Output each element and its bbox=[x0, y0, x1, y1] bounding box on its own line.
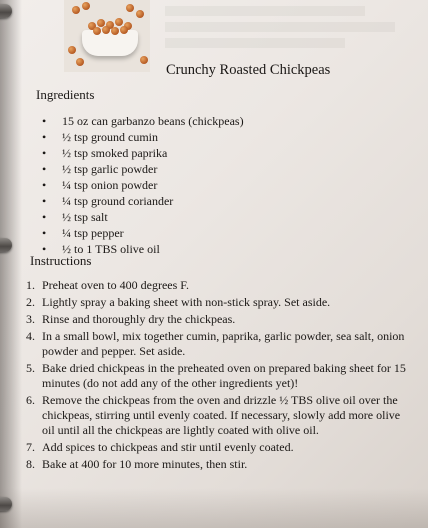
chickpea-dot bbox=[120, 26, 128, 34]
page-bottom-shadow bbox=[0, 488, 428, 528]
chickpea-dot bbox=[111, 27, 119, 35]
list-item bbox=[42, 209, 244, 225]
instructions-list bbox=[26, 278, 406, 474]
bullet-icon: • bbox=[42, 193, 47, 208]
step-text: Lightly spray a baking sheet with non-stick spray. Set aside. bbox=[42, 295, 331, 309]
step-number: 2. bbox=[26, 295, 35, 309]
chickpea-dot bbox=[140, 56, 148, 64]
chickpea-dot bbox=[68, 46, 76, 54]
ingredient-text: ½ tsp smoked paprika bbox=[62, 145, 168, 160]
ingredient-text: ½ tsp ground cumin bbox=[62, 129, 158, 144]
list-item bbox=[42, 225, 244, 241]
bullet-icon: • bbox=[42, 209, 47, 224]
chickpea-dot bbox=[102, 26, 110, 34]
list-item bbox=[26, 440, 406, 455]
recipe-title: Crunchy Roasted Chickpeas bbox=[166, 62, 331, 78]
page-edge-shadow bbox=[0, 0, 22, 528]
bullet-icon: • bbox=[42, 177, 47, 192]
list-item bbox=[42, 145, 244, 161]
step-number: 1. bbox=[26, 278, 35, 292]
ingredient-text: ½ tsp garlic powder bbox=[62, 161, 158, 176]
chickpea-dot bbox=[115, 18, 123, 26]
bullet-icon: • bbox=[42, 145, 47, 160]
list-item bbox=[26, 457, 406, 472]
chickpea-dot bbox=[126, 4, 134, 12]
ingredients-heading: Ingredients bbox=[36, 87, 95, 102]
list-item bbox=[42, 113, 244, 129]
chickpea-dot bbox=[136, 10, 144, 18]
chickpea-dot bbox=[82, 2, 90, 10]
step-text: Rinse and thoroughly dry the chickpeas. bbox=[42, 312, 236, 326]
chickpea-dot bbox=[72, 6, 80, 14]
list-item bbox=[26, 278, 406, 293]
chickpea-dot bbox=[76, 58, 84, 66]
list-item bbox=[42, 129, 244, 145]
ingredients-list bbox=[42, 113, 244, 257]
step-text: Bake dried chickpeas in the preheated oven on prepared baking sheet for 15 minutes (do not add any of the other ingredients yet)! bbox=[42, 361, 406, 390]
list-item bbox=[26, 312, 406, 327]
step-text: Bake at 400 for 10 more minutes, then stir. bbox=[42, 457, 248, 471]
bullet-icon: • bbox=[42, 225, 47, 240]
step-text: Add spices to chickpeas and stir until evenly coated. bbox=[42, 440, 294, 454]
step-text: In a small bowl, mix together cumin, paprika, garlic powder, sea salt, onion powder and pepper. Set aside. bbox=[42, 329, 405, 358]
list-item bbox=[42, 161, 244, 177]
ingredient-text: 15 oz can garbanzo beans (chickpeas) bbox=[62, 113, 244, 128]
ingredient-text: ½ tsp salt bbox=[62, 209, 108, 224]
bowl-shape bbox=[82, 30, 138, 56]
bleed-through-text bbox=[165, 6, 405, 54]
ingredient-text: ¼ tsp onion powder bbox=[62, 177, 158, 192]
list-item bbox=[26, 329, 406, 359]
chickpea-dot bbox=[93, 27, 101, 35]
step-number: 6. bbox=[26, 393, 35, 407]
bullet-icon: • bbox=[42, 241, 47, 256]
step-text: Remove the chickpeas from the oven and drizzle ½ TBS olive oil over the chickpeas, stirring until evenly coated. If necessary, slowly add more olive oil until all the chickpeas are lightly coated with olive oil. bbox=[42, 393, 401, 437]
chickpeas-photo bbox=[64, 0, 150, 72]
ingredient-text: ½ to 1 TBS olive oil bbox=[62, 241, 160, 256]
step-number: 4. bbox=[26, 329, 35, 343]
step-text: Preheat oven to 400 degrees F. bbox=[42, 278, 189, 292]
step-number: 3. bbox=[26, 312, 35, 326]
bullet-icon: • bbox=[42, 161, 47, 176]
list-item bbox=[26, 361, 406, 391]
ingredient-text: ¼ tsp ground coriander bbox=[62, 193, 174, 208]
step-number: 5. bbox=[26, 361, 35, 375]
list-item bbox=[26, 295, 406, 310]
step-number: 7. bbox=[26, 440, 35, 454]
list-item bbox=[42, 193, 244, 209]
bullet-icon: • bbox=[42, 113, 47, 128]
instructions-heading: Instructions bbox=[30, 253, 92, 268]
list-item bbox=[26, 393, 406, 438]
ingredient-text: ¼ tsp pepper bbox=[62, 225, 124, 240]
list-item bbox=[42, 177, 244, 193]
bullet-icon: • bbox=[42, 129, 47, 144]
step-number: 8. bbox=[26, 457, 35, 471]
